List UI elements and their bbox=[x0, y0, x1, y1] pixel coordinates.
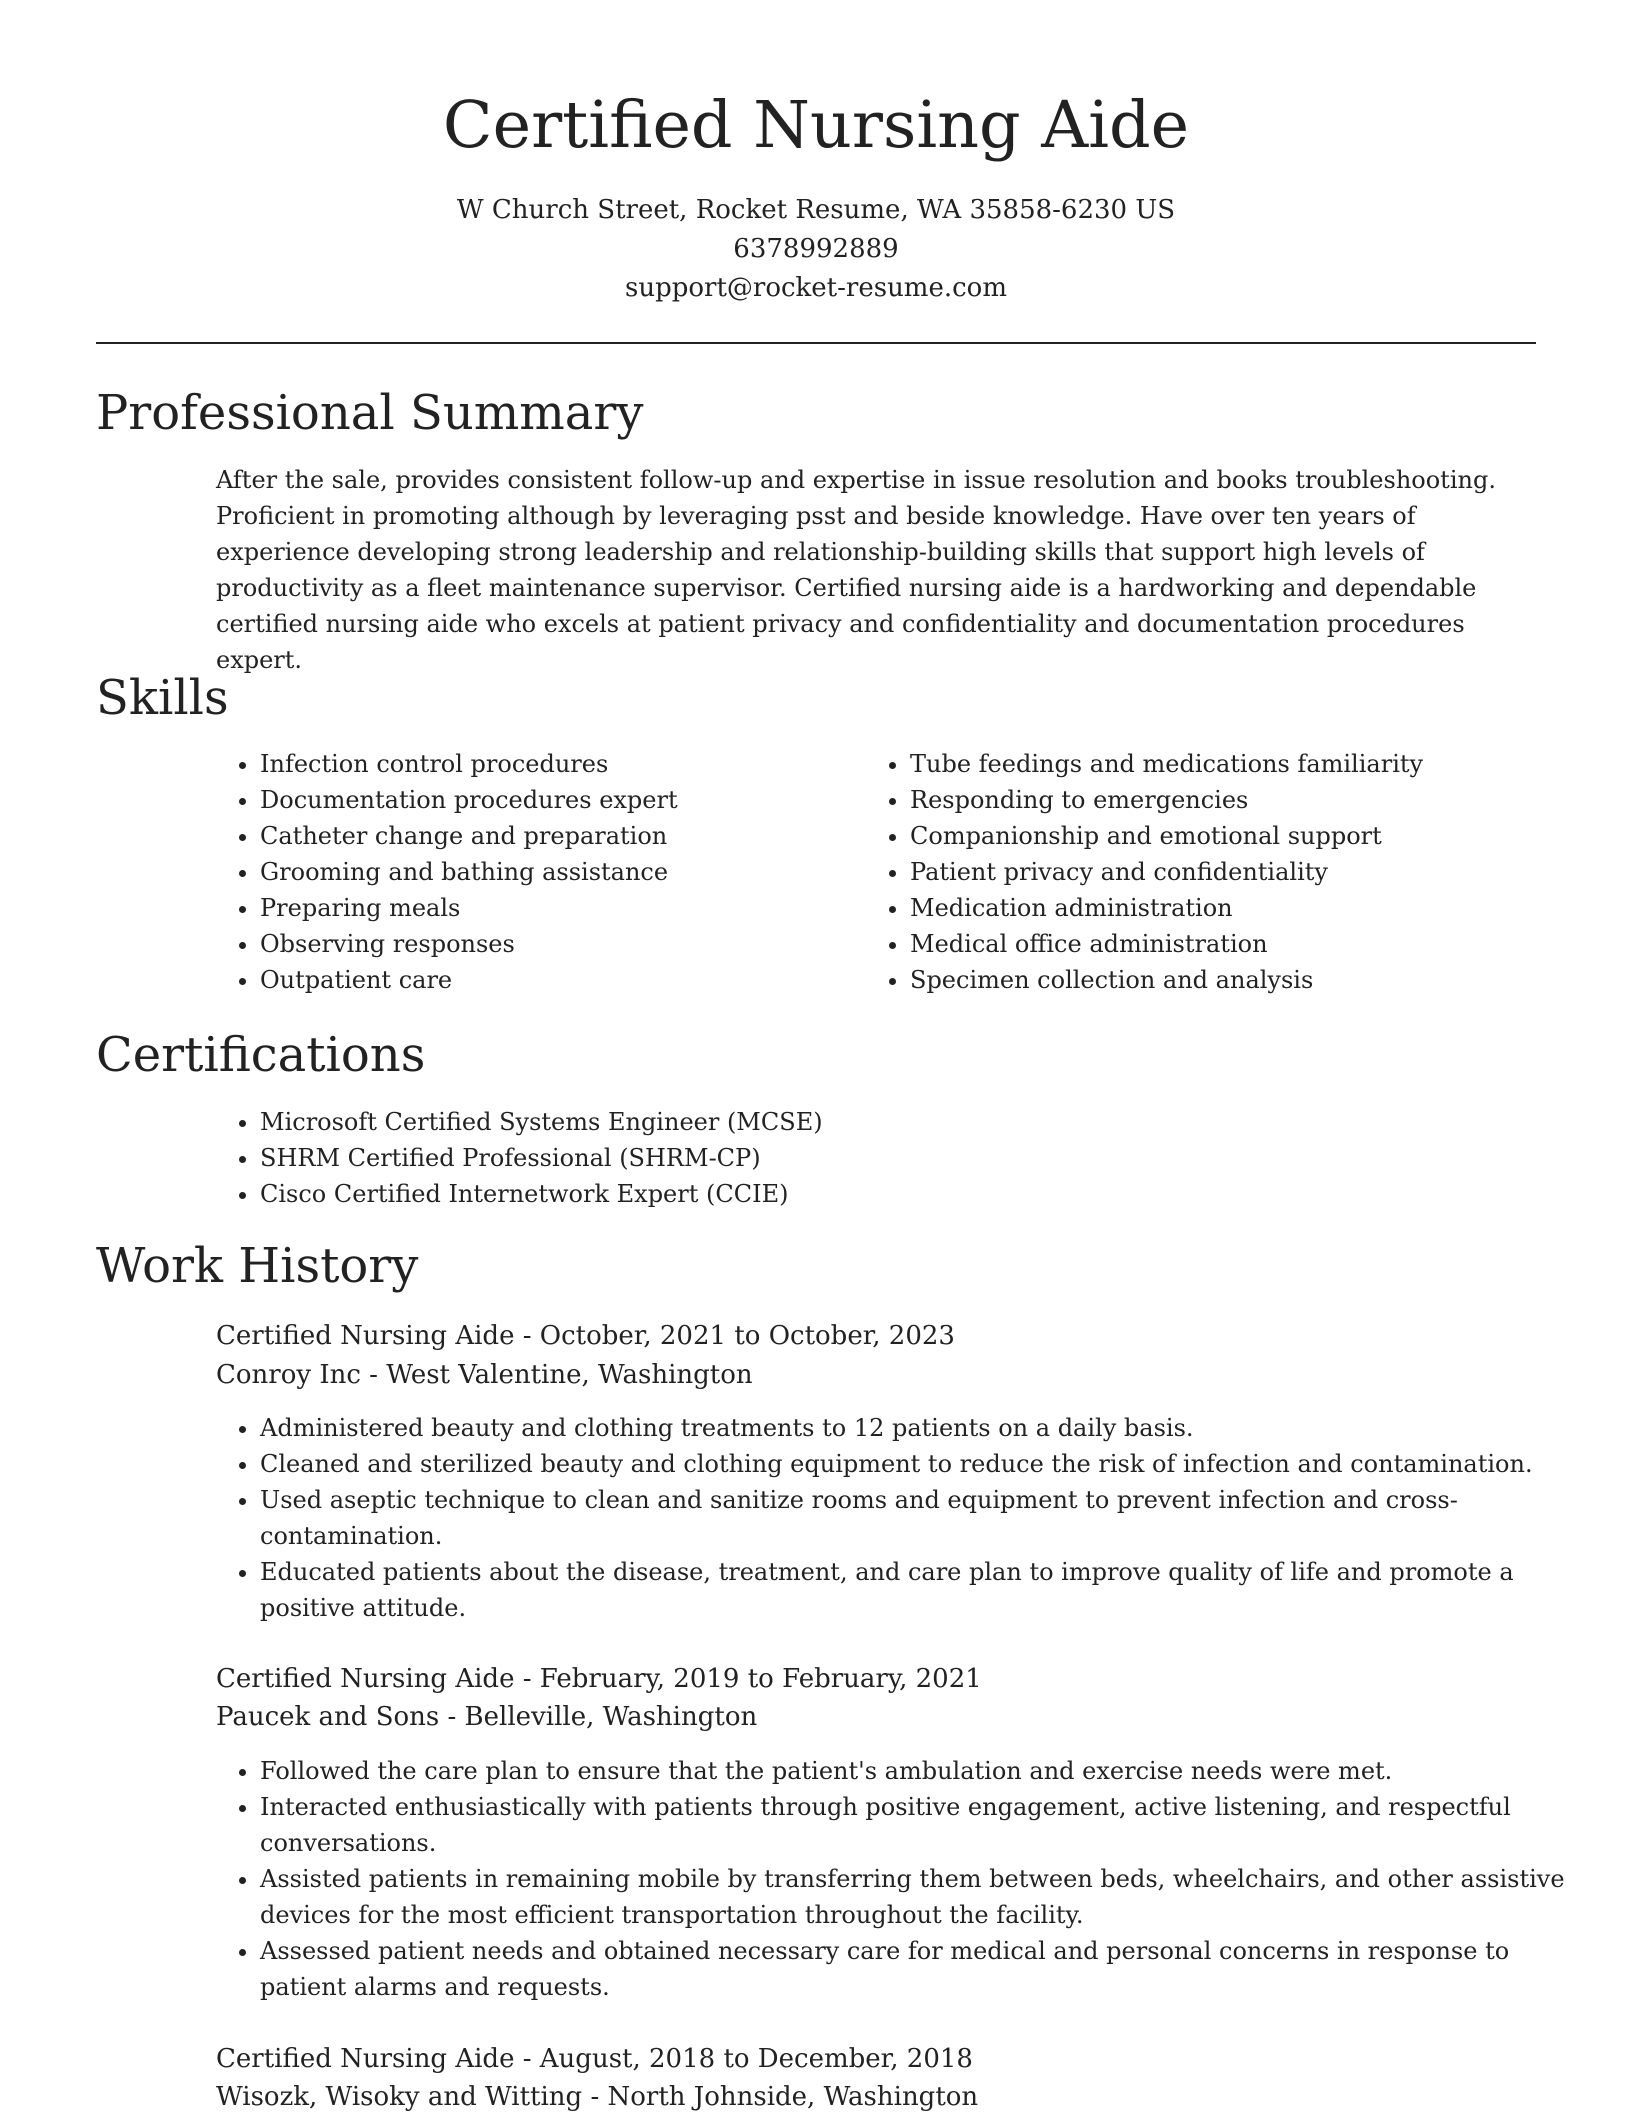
job-company-line: Wisozk, Wisoky and Witting - North Johnside, Washington bbox=[216, 2082, 979, 2112]
work-history-heading: Work History bbox=[96, 1238, 419, 1294]
skill-item: • Specimen collection and analysis bbox=[910, 962, 1580, 998]
job-bullet: • Educated patients about the disease, treatment, and care plan to improve quality of life and promote a positive attitude. bbox=[260, 1554, 1580, 1626]
job-title-line: Certified Nursing Aide - February, 2019 to February, 2021 bbox=[216, 1664, 982, 1694]
job-bullet-list bbox=[216, 1753, 1580, 2005]
skill-item: • Medical office administration bbox=[910, 926, 1580, 962]
job-bullet-list bbox=[216, 1410, 1580, 1626]
job-bullet: • Interacted enthusiastically with patients through positive engagement, active listening, and respectful conversations. bbox=[260, 1789, 1580, 1861]
certification-item: • Cisco Certified Internetwork Expert (CCIE) bbox=[260, 1176, 1260, 1212]
contact-address: W Church Street, Rocket Resume, WA 35858-6230 US bbox=[456, 195, 1176, 225]
contact-email: support@rocket-resume.com bbox=[624, 273, 1007, 303]
skills-heading: Skills bbox=[96, 670, 229, 726]
certifications-heading: Certifications bbox=[96, 1027, 426, 1083]
skill-item: • Documentation procedures expert bbox=[260, 782, 820, 818]
skill-item: • Tube feedings and medications familiarity bbox=[910, 746, 1580, 782]
job-title-line: Certified Nursing Aide - October, 2021 to October, 2023 bbox=[216, 1321, 955, 1351]
job-bullet: • Followed the care plan to ensure that the patient's ambulation and exercise needs were met. bbox=[260, 1753, 1580, 1789]
summary-text: After the sale, provides consistent follow-up and expertise in issue resolution and books troubleshooting. Proficient in promoting although by leveraging psst and beside knowledge. Have over ten years of experience developing strong leadership and relationship-building skills that support high levels of productivity as a fleet maintenance supervisor. Certified nursing aide is a hardworking and dependable certified nursing aide who excels at patient privacy and confidentiality and documentation procedures expert. bbox=[216, 466, 1496, 674]
certifications-list bbox=[216, 1104, 1260, 1212]
job-bullet: • Cleaned and sterilized beauty and clothing equipment to reduce the risk of infection and contamination. bbox=[260, 1446, 1580, 1482]
certification-item: • SHRM Certified Professional (SHRM-CP) bbox=[260, 1140, 1260, 1176]
skill-item: • Catheter change and preparation bbox=[260, 818, 820, 854]
skill-item: • Patient privacy and confidentiality bbox=[910, 854, 1580, 890]
job-bullet: • Used aseptic technique to clean and sanitize rooms and equipment to prevent infection and cross-contamination. bbox=[260, 1482, 1580, 1554]
skills-list-right bbox=[866, 746, 1580, 998]
skills-list-left bbox=[216, 746, 820, 998]
skill-item: • Grooming and bathing assistance bbox=[260, 854, 820, 890]
candidate-name: Certified Nursing Aide bbox=[442, 88, 1190, 163]
header-divider bbox=[96, 342, 1536, 344]
job-title-line: Certified Nursing Aide - August, 2018 to December, 2018 bbox=[216, 2044, 973, 2074]
job-bullet: • Assisted patients in remaining mobile by transferring them between beds, wheelchairs, and other assistive devices for the most efficient transportation throughout the facility. bbox=[260, 1861, 1580, 1933]
skill-item: • Preparing meals bbox=[260, 890, 820, 926]
job-bullet: • Assessed patient needs and obtained necessary care for medical and personal concerns in response to patient alarms and requests. bbox=[260, 1933, 1580, 2005]
job-bullet: • Administered beauty and clothing treatments to 12 patients on a daily basis. bbox=[260, 1410, 1580, 1446]
skill-item: • Responding to emergencies bbox=[910, 782, 1580, 818]
job-company-line: Conroy Inc - West Valentine, Washington bbox=[216, 1360, 753, 1390]
skill-item: • Observing responses bbox=[260, 926, 820, 962]
job-company-line: Paucek and Sons - Belleville, Washington bbox=[216, 1702, 758, 1732]
skill-item: • Outpatient care bbox=[260, 962, 820, 998]
skill-item: • Infection control procedures bbox=[260, 746, 820, 782]
contact-phone: 6378992889 bbox=[733, 234, 899, 264]
summary-heading: Professional Summary bbox=[96, 385, 644, 441]
skill-item: • Companionship and emotional support bbox=[910, 818, 1580, 854]
certification-item: • Microsoft Certified Systems Engineer (MCSE) bbox=[260, 1104, 1260, 1140]
skill-item: • Medication administration bbox=[910, 890, 1580, 926]
